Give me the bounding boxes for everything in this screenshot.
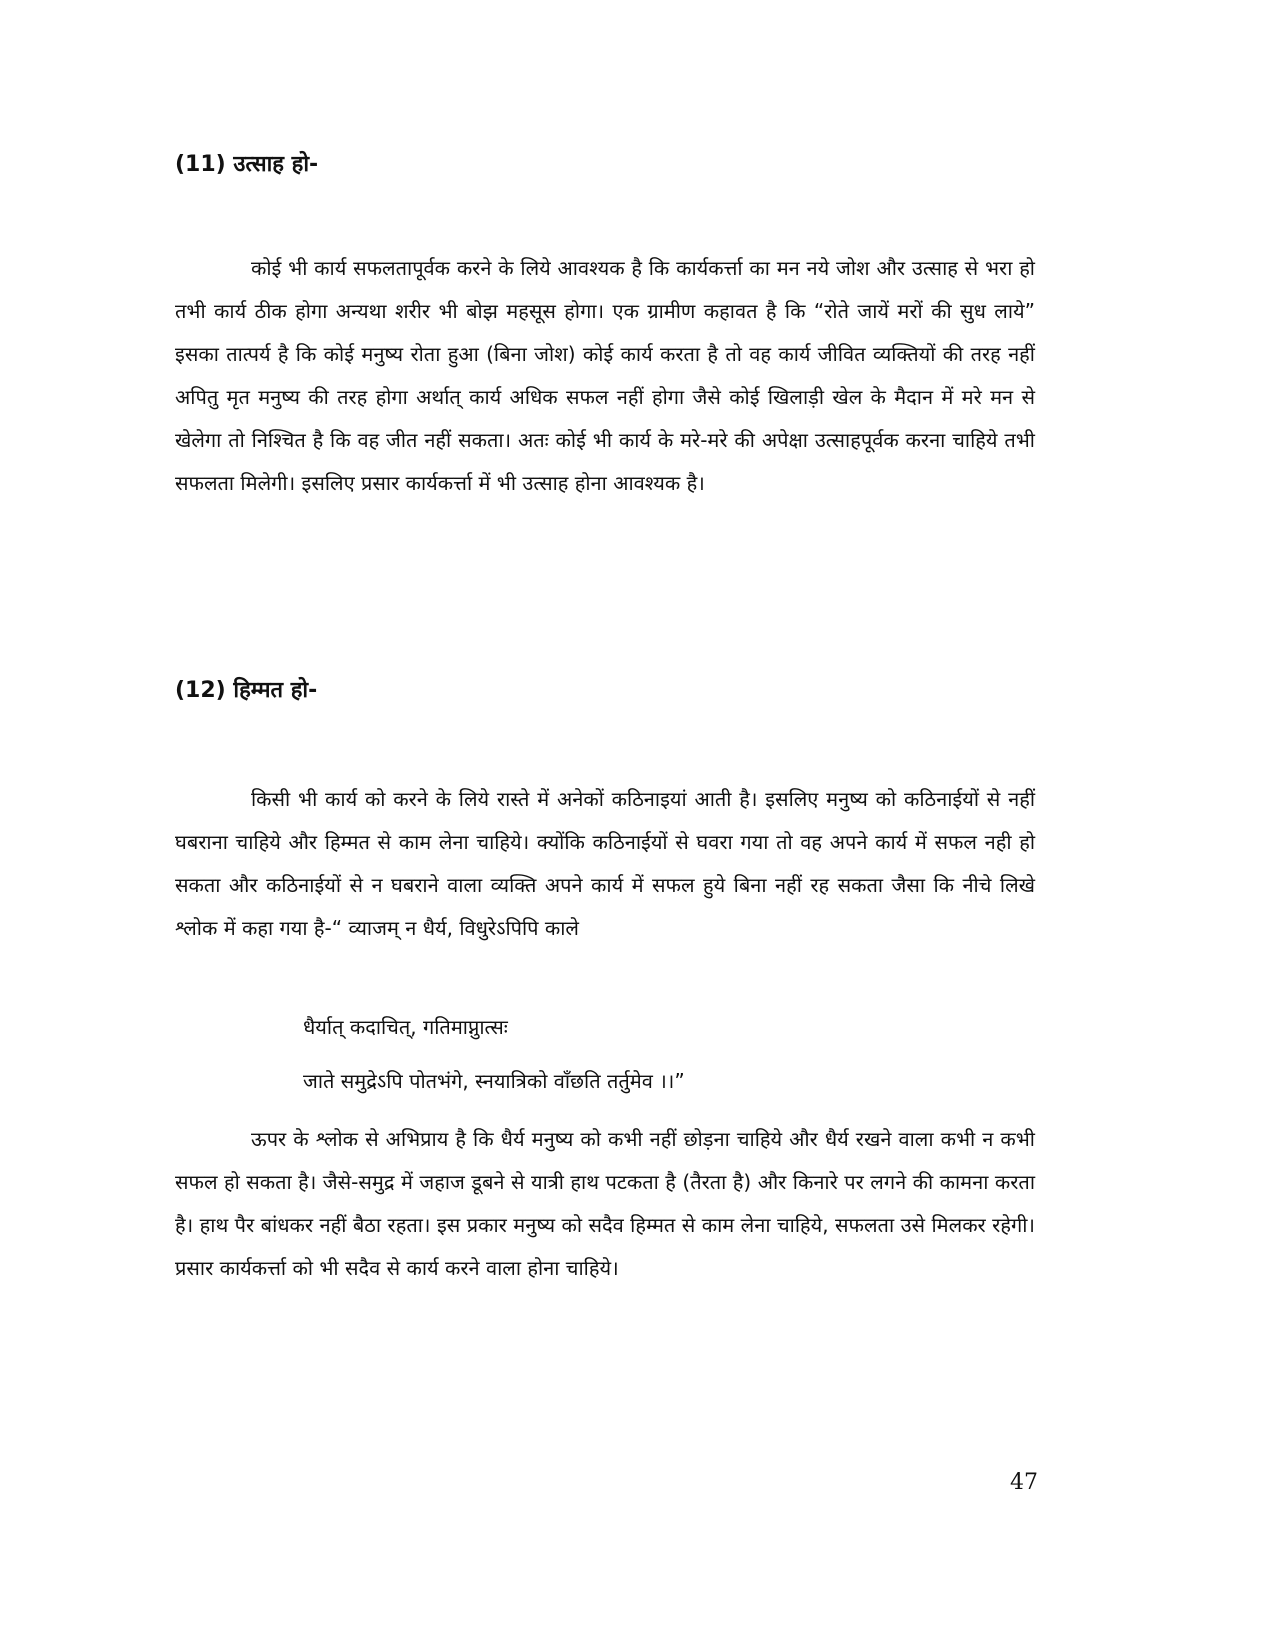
section-12-paragraph-2: ऊपर के श्लोक से अभिप्राय है कि धैर्य मनुष्य को कभी नहीं छोड़ना चाहिये और धैर्य रखने वाला कभी न कभी सफल हो सकता है। जैसे-समुद्र में जहाज डूबने से यात्री हाथ पटकता है (तैरता है) और किनारे पर लगने की कामना करता है। हाथ पैर बांधकर नहीं बैठा रहता। इस प्रकार मनुष्य को सदैव हिम्मत से काम लेना चाहिये, सफलता उसे मिलकर रहेगी। प्रसार कार्यकर्त्ता को भी सदैव से कार्य करने वाला होना चाहिये। <box>175 1127 1035 1280</box>
section-11-paragraph: कोई भी कार्य सफलतापूर्वक करने के लिये आवश्यक है कि कार्यकर्त्ता का मन नये जोश और उत्साह से भरा हो तभी कार्य ठीक होगा अन्यथा शरीर भी बोझ महसूस होगा। एक ग्रामीण कहावत है कि “रोते जायें मरों की सुध लाये” इसका तात्पर्य है कि कोई मनुष्य रोता हुआ (बिना जोश) कोई कार्य करता है तो वह कार्य जीवित व्यक्तियों की तरह नहीं अपितु मृत मनुष्य की तरह होगा अर्थात् कार्य अधिक सफल नहीं होगा जैसे कोई खिलाड़ी खेल के मैदान में मरे मन से खेलेगा तो निश्चित है कि वह जीत नहीं सकता। अतः कोई भी कार्य के मरे-मरे की अपेक्षा उत्साहपूर्वक करना चाहिये तभी सफलता मिलेगी। इसलिए प्रसार कार्यकर्त्ता में भी उत्साह होना आवश्यक है। <box>175 256 1035 495</box>
page-number: 47 <box>1010 1470 1038 1495</box>
section-12-paragraph-1: किसी भी कार्य को करने के लिये रास्ते में अनेकों कठिनाइयां आती है। इसलिए मनुष्य को कठिनाईयों से नहीं घबराना चाहिये और हिम्मत से काम लेना चाहिये। क्योंकि कठिनाईयों से घवरा गया तो वह अपने कार्य में सफल नही हो सकता और कठिनाईयों से न घबराने वाला व्यक्ति अपने कार्य में सफल हुये बिना नहीं रह सकता जैसा कि नीचे लिखे श्लोक में कहा गया है-“ व्याजम् न धैर्य, विधुरेऽपिपि काले <box>175 787 1035 940</box>
section-11-heading: (11) उत्साह हो- <box>175 152 319 177</box>
shloka-line-2: जाते समुद्रेऽपि पोतभंगे, स्नयात्रिको वाँछति तर्तुमेव ।।” <box>303 1069 685 1093</box>
section-12-heading: (12) हिम्मत हो- <box>175 678 318 703</box>
shloka-line-1: धैर्यात् कदाचित्, गतिमाप्नुात्सः <box>303 1015 508 1039</box>
